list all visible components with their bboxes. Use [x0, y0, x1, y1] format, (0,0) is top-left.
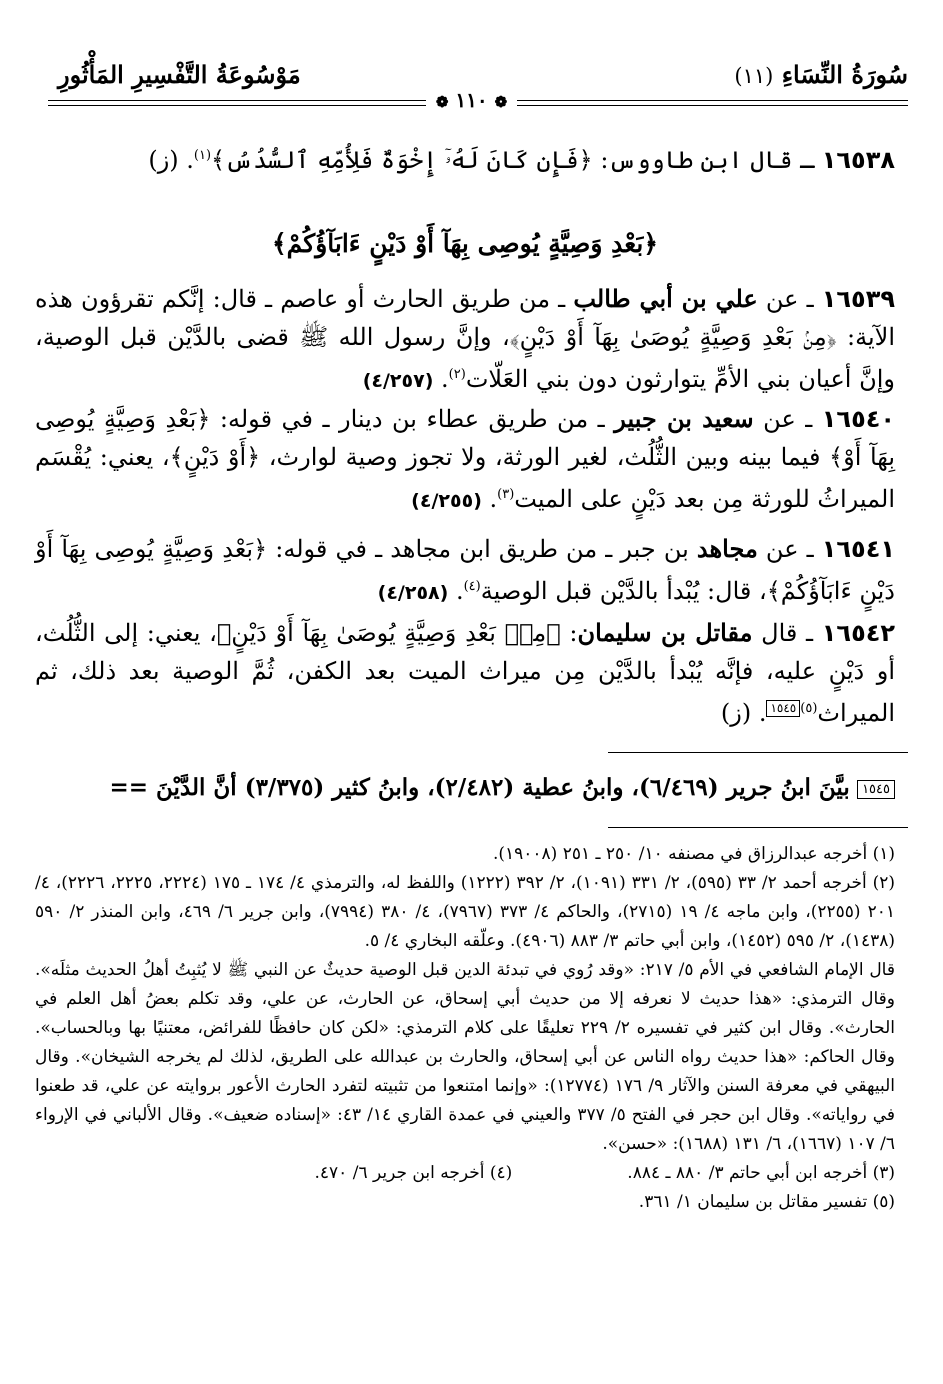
narrator-name: علي بن أبي طالب: [573, 284, 758, 313]
entry-number: ١٦٥٣٨: [821, 146, 895, 174]
volume-ref: (٤/٢٥٨): [377, 582, 449, 604]
entry-body: بن جبر ـ من طريق ابن مجاهد ـ في قوله: ﴿بَعْدِ وَصِيَّةٍ يُوصِى بِهَآ أَوْ دَيْنٍ ءَابَآؤُكُمْ﴾، قال: يُبْدأ بالدَّيْن قبل الوصية: [35, 535, 895, 605]
entry-16541: ١٦٥٤١ ـ عن مجاهد بن جبر ـ من طريق ابن مجاهد ـ في قوله: ﴿بَعْدِ وَصِيَّةٍ يُوصِى بِهَآ أَوْ دَيْنٍ ءَابَآؤُكُمْ﴾، قال: يُبْدأ بالدَّيْن قبل الوصية$^{(٤)}$. (٤/٢٥٨): [35, 534, 895, 605]
commentary-divider: [608, 752, 908, 753]
page-number: ١١٠: [455, 88, 488, 112]
footnote-5: (٥) تفسير مقاتل بن سليمان ١/ ٣٦١.: [638, 1192, 895, 1212]
ornament-icon: ❁: [435, 93, 449, 111]
entry-body: ـ من طريق عطاء بن دينار ـ في قوله: ﴿بَعْدِ وَصِيَّةٍ يُوصِى بِهَآ أَوْ﴾ فيما بينه وبين الثُّلُث، لغير الورثة، ولا تجوز وصية لوارث، ﴿أَوْ دَيْنٍ﴾، يعني: يُقْسَم الميراثُ للورثة مِن بعد دَيْنٍ على الميت: [35, 405, 895, 513]
commentary-text: بيَّنَ ابنُ جرير (٦/٤٦٩)، وابنُ عطية (٢/٤٨٢)، وابنُ كثير (٣/٣٧٥) أنَّ الدَّيْنَ ==: [109, 774, 850, 801]
footnote-4: (٤) أخرجه ابن جرير ٦/ ٤٧٠.: [314, 1163, 513, 1183]
surah-title: سُورَةُ النِّسَاءِ: [781, 60, 908, 89]
commentary-box-number: ١٥٤٥: [857, 780, 895, 799]
footnotes: [35, 840, 895, 1217]
volume-ref: (٤/٢٥٥): [411, 490, 482, 512]
entry-16540: ١٦٥٤٠ ـ عن سعيد بن جبير ـ من طريق عطاء بن دينار ـ في قوله: ﴿بَعْدِ وَصِيَّةٍ يُوصِى بِهَآ أَوْ﴾ فيما بينه وبين الثُّلُث، لغير الورثة، ولا تجوز وصية لوارث، ﴿أَوْ دَيْنٍ﴾، يعني: يُقْسَم الميراثُ للورثة مِن بعد دَيْنٍ على الميت$^{(٣)}$. (٤/٢٥٥): [35, 404, 896, 513]
entry-suffix: . (ز): [148, 146, 194, 174]
narrator-name: سعيد بن جبير: [614, 404, 754, 433]
entry-body: ـ من طريق الحارث أو عاصم ـ قال: إنَّكم تقرؤون هذه الآية: ﴿مِنۢ بَعْدِ وَصِيَّةٍ يُوصَىٰ بِهَآ أَوْ دَيْنٍ﴾، وإنَّ رسول الله ﷺ قضى بالدَّيْن قبل الوصية، وإنَّ أعيان بني الأمِّ يتوارثون دون بني العَلّات: [35, 285, 896, 393]
footnote-marker: (١): [193, 148, 212, 163]
entry-suffix: . (ز): [720, 699, 767, 727]
entry-number: ١٦٥٤١: [821, 535, 895, 563]
commentary-ref-box: ١٥٤٥: [766, 700, 800, 717]
entry-16539: ١٦٥٣٩ ـ عن علي بن أبي طالب ـ من طريق الحارث أو عاصم ـ قال: إنَّكم تقرؤون هذه الآية: ﴿مِنۢ بَعْدِ وَصِيَّةٍ يُوصَىٰ بِهَآ أَوْ دَيْنٍ﴾، وإنَّ رسول الله ﷺ قضى بالدَّيْن قبل الوصية، وإنَّ أعيان بني الأمِّ يتوارثون دون بني العَلّات$^{(٢)}$. (٤/٢٥٧): [35, 284, 896, 393]
footnote-2: (٢) أخرجه أحمد ٢/ ٣٣ (٥٩٥)، ٢/ ٣٣١ (١٠٩١)، ٢/ ٣٩٢ (١٢٢٢) واللفظ له، والترمذي ٤/ ١٧٤ ـ ١٧٥ (٢٢٢٤، ٢٢٢٥، ٢٢٢٦)، ٤/ ٢٠١ (٢٢٥٥)، وابن ماجه ٤/ ١٩ (٢٧١٥)، والحاكم ٤/ ٣٧٣ (٧٩٦٧)، ٤/ ٣٨٠ (٧٩٩٤)، وابن جرير ٦/ ٤٦٩، وابن المنذر ٢/ ٥٩٠ (١٤٣٨)، ٢/ ٥٩٥ (١٤٥٢)، وابن أبي حاتم ٣/ ٨٨٣ (٤٩٠٦). وعلّقه البخاري ٤/ ٥.: [35, 873, 896, 951]
chapter-number: (١١): [734, 64, 774, 88]
footnote-rule: [608, 827, 908, 828]
footnote-1: (١) أخرجه عبدالرزاق في مصنفه ١٠/ ٢٥٠ ـ ٢٥١ (١٩٠٠٨).: [492, 844, 895, 864]
footnote-marker: (٢): [448, 367, 466, 382]
narrator-name: مقاتل بن سليمان: [577, 618, 753, 647]
surah-header: [734, 60, 908, 89]
section-heading: ﴿بَعْدِ وَصِيَّةٍ يُوصِى بِهَآ أَوْ دَيْنٍ ءَابَآؤُكُمْ﴾: [272, 229, 658, 258]
entry-prefix: ـ قال: [761, 619, 814, 647]
footnote-marker: (٣): [497, 487, 515, 502]
page-number-box: [426, 88, 517, 112]
footnote-3: (٣) أخرجه ابن أبي حاتم ٣/ ٨٨٠ ـ ٨٨٤.: [627, 1163, 895, 1183]
commentary-continuation: [35, 770, 895, 806]
entry-text: ـ قال ابن طاووس: ﴿فَإِن كَانَ لَهُۥٓ إِخْوَةٌ فَلِأُمِّهِ ٱلسُّدُسُ﴾: [211, 146, 815, 174]
entry-body: : ﴿مِنۢ بَعْدِ وَصِيَّةٍ يُوصَىٰ بِهَآ أَوْ دَيْنٍ﴾، يعني: إلى الثُّلُث، أو دَيْنٍ عليه، فإنَّه يُبْدأ بالدَّيْن مِن ميراث الميت بعد الكفن، ثُمَّ الوصية بعد ذلك، ثم الميراث: [35, 619, 895, 727]
volume-ref: (٤/٢٥٧): [362, 370, 434, 392]
book-title: مَوْسُوعَةُ التَّفْسِيرِ المَأْثُورِ: [58, 60, 301, 89]
footnote-marker: (٥): [800, 701, 818, 716]
entry-16542: [35, 614, 895, 732]
narrator-name: مجاهد: [696, 534, 758, 563]
ornament-icon: ❁: [494, 93, 508, 111]
footnote-2-commentary: قال الإمام الشافعي في الأم ٥/ ٢١٧: «وقد رُوي في تبدئة الدين قبل الوصية حديثٌ عن النبي ﷺ لا يُثبِتُ أهلُ الحديث مثلَه». وقال الترمذي: «هذا حديث لا نعرفه إلا من حديث أبي إسحاق، عن الحارث، عن علي، وقد تكلم بعضُ أهل العلم في الحارث». وقال ابن كثير في تفسيره ٢/ ٢٢٩ تعليقًا على كلام الترمذي: «لكن كان حافظًا للفرائض، معتنيًا بها وبالحساب». وقال الحاكم: «هذا حديث رواه الناس عن أبي إسحاق، والحارث بن عبدالله على الطريق، لذلك لم يخرجه الشيخان». وقال البيهقي في معرفة السنن والآثار ٩/ ١٧٦ (١٢٧٧٤): «وإنما امتنعوا من تثبيته لتفرد الحارث الأعور بروايته عن علي، قد طعنوا في رواياته». وقال ابن حجر في الفتح ٥/ ٣٧٧ والعيني في عمدة القاري ١٤/ ٤٣: «إسناده ضعيف». وقال الألباني في الإرواء ٦/ ١٠٧ (١٦٦٧)، ٦/ ١٣١ (١٦٨٨): «حسن».: [35, 960, 896, 1154]
entry-prefix: ـ عن: [765, 535, 814, 563]
section-heading-wrap: [35, 225, 895, 263]
entry-prefix: ـ عن: [763, 405, 813, 433]
entry-number: ١٦٥٤٢: [821, 619, 896, 647]
entry-prefix: ـ عن: [765, 285, 814, 313]
entry-number: ١٦٥٣٩: [821, 285, 895, 313]
footnote-row-3-4: [35, 1159, 895, 1188]
page-number-row: [0, 88, 943, 112]
entry-16538: [35, 137, 895, 179]
entry-number: ١٦٥٤٠: [821, 405, 896, 433]
footnote-marker: (٤): [463, 579, 481, 594]
